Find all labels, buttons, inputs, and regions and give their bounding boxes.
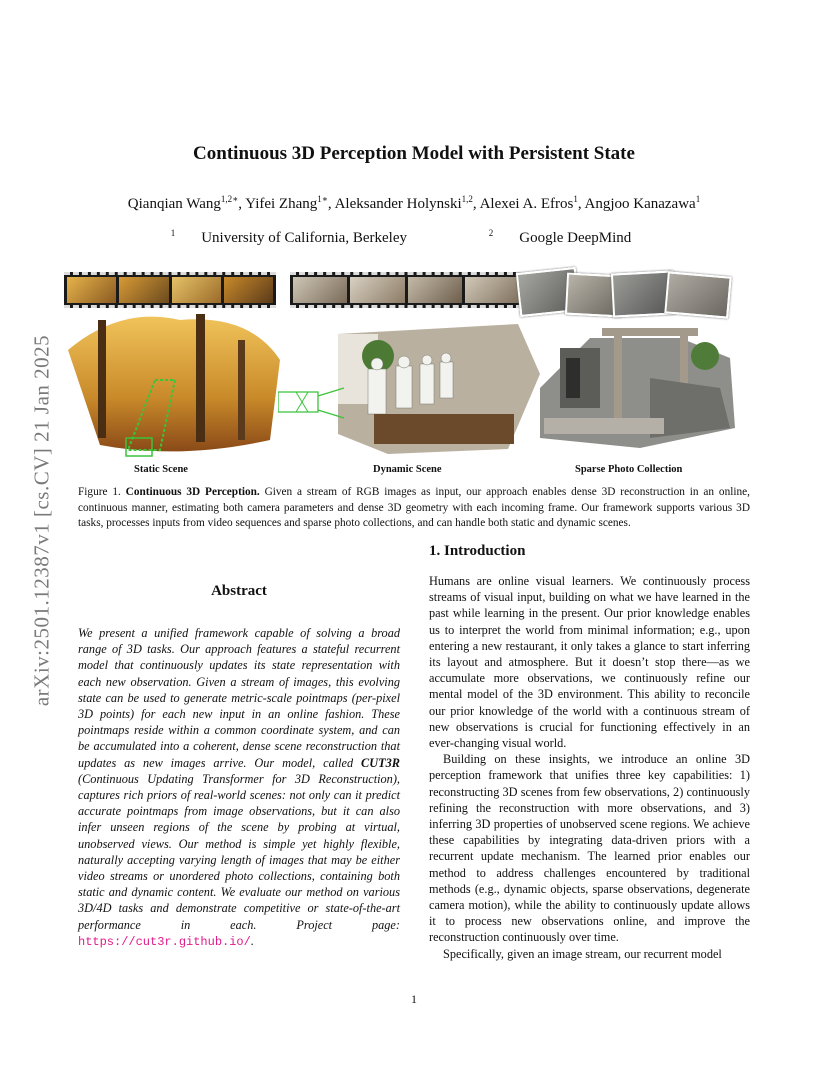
- teaser-figure: [60, 266, 760, 484]
- photo-thumbnail: [664, 271, 731, 318]
- author: Alexei A. Efros$^1$: [479, 194, 578, 212]
- figure-caption: Figure 1. Continuous 3D Perception. Given a stream of RGB images as input, our approach enables dense 3D reconstruction in an online, continuous manner, estimating both camera parameters and dense 3D geometry with each incoming frame. Our framework supports various 3D tasks, processes inputs from video sequences and sparse photo collections, and can handle both static and dynamic scenes.: [78, 486, 750, 529]
- abstract-heading: Abstract: [211, 583, 267, 599]
- sparse-collection-reconstruction: [530, 318, 760, 458]
- static-scene-reconstruction: [60, 310, 290, 460]
- project-link[interactable]: https://cut3r.github.io/: [78, 934, 251, 949]
- affiliation-list: [0, 228, 828, 247]
- abstract-body: We present a unified framework capable of solving a broad range of 3D tasks. Our approach features a stateful recurrent model that continuously updates its state representation with each new observation. Given a stream of images, this evolving state can be used to generate metric-scale pointmaps (per-pixel 3D points) for each new input in an online fashion. These pointmaps reside within a common coordinate system, and can be accumulated into a coherent, dense scene reconstruction that updates as new images arrive. Our model, called CUT3R (Continuous Updating Transformer for 3D Reconstruction), captures rich priors of real-world scenes: not only can it predict accurate pointmaps from image observations, but it can also infer unseen regions of the scene by probing at virtual, unobserved views. Our method is simple yet highly flexible, naturally accepting varying length of images that may be either video streams or unordered photo collections, containing both static and dynamic content. We evaluate our method on various 3D/4D tasks and demonstrate competitive or state-of-the-art performance in each. Project page: https://cut3r.github.io/.: [78, 626, 400, 949]
- intro-paragraph: Humans are online visual learners. We continuously process streams of visual input, building on what we have learned in the past while learning in the present. Our prior knowledge enables us to interpret the world from minimal information; e.g., upon entering a new restaurant, it only takes a glance to start inferring its layout and atmosphere. But it doesn’t stop there—as we accumulate more observations, we continuously refine our mental model of the 3D environment. This ability to reconcile our prior knowledge of the world with a continuous stream of new observations is crucial for functioning effectively in an ever-changing visual world.: [429, 574, 750, 751]
- static-film-strip: [64, 272, 276, 308]
- dynamic-film-strip: [290, 272, 522, 308]
- author-list: Qianqian Wang$^{1,2∗}$, Yifei Zhang$^{1∗}$, Aleksander Holynski$^{1,2}$, Alexei A. Efros$^1$, Angjoo Kanazawa$^1$: [127, 194, 701, 212]
- paper-title: Continuous 3D Perception Model with Persistent State: [193, 143, 635, 164]
- intro-body: [429, 573, 750, 962]
- author: Yifei Zhang$^{1∗}$: [245, 194, 328, 212]
- intro-paragraph: Building on these insights, we introduce an online 3D perception framework that unifies three key capabilities: 1) reconstructing 3D scenes from few observations, 2) continuously refining the reconstruction with more observations, and 3) inferring 3D properties of unobserved scene regions. We achieve these capabilities by integrating data-driven priors with a recurrent update mechanism. The learned prior enables our method to address challenges encountered by traditional methods (e.g., dynamic objects, sparse observations, degenerate camera motion), while the ability to continuously update allows it to process new observations online, and improve the reconstruction continuously over time.: [429, 752, 750, 945]
- page-number: 1: [411, 992, 417, 1006]
- affiliation: $^1$ University of California, Berkeley: [170, 228, 407, 246]
- figure-label-sparse: Sparse Photo Collection: [575, 464, 683, 475]
- author: Qianqian Wang$^{1,2∗}$: [127, 194, 239, 212]
- author: Aleksander Holynski$^{1,2}$: [334, 194, 473, 212]
- figure-label-dynamic: Dynamic Scene: [373, 464, 442, 475]
- affiliation: $^2$ Google DeepMind: [488, 228, 632, 246]
- dynamic-scene-reconstruction: [278, 314, 540, 464]
- figure-label-static: Static Scene: [134, 464, 188, 475]
- model-name: CUT3R: [361, 755, 400, 770]
- arxiv-stamp: arXiv:2501.12387v1 [cs.CV] 21 Jan 2025: [29, 334, 54, 707]
- intro-paragraph: Specifically, given an image stream, our recurrent model: [443, 946, 722, 961]
- intro-heading: 1. Introduction: [429, 543, 526, 559]
- author: Angjoo Kanazawa$^1$: [584, 194, 701, 212]
